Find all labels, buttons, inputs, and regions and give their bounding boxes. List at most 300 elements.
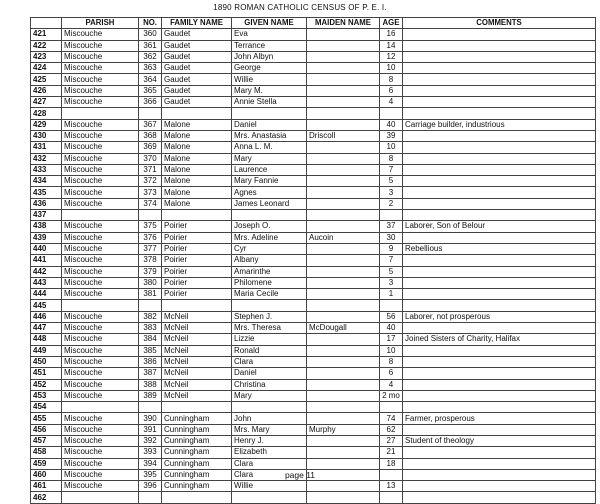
age-cell: 7 bbox=[380, 255, 403, 266]
comments-cell bbox=[403, 130, 596, 141]
row-number-cell: 448 bbox=[31, 334, 62, 345]
no-cell: 394 bbox=[139, 458, 162, 469]
parish-cell: Miscouche bbox=[62, 153, 139, 164]
table-row bbox=[31, 74, 596, 85]
no-cell: 360 bbox=[139, 29, 162, 40]
table-row bbox=[31, 458, 596, 469]
age-cell: 40 bbox=[380, 119, 403, 130]
table-row bbox=[31, 187, 596, 198]
row-number-cell: 449 bbox=[31, 345, 62, 356]
given-name-cell: Mary bbox=[232, 390, 307, 401]
no-cell: 395 bbox=[139, 469, 162, 480]
age-cell bbox=[380, 492, 403, 503]
maiden-name-cell bbox=[307, 447, 380, 458]
maiden-name-cell bbox=[307, 74, 380, 85]
given-name-cell: Maria Cecile bbox=[232, 289, 307, 300]
age-cell: 4 bbox=[380, 379, 403, 390]
row-number-cell: 444 bbox=[31, 289, 62, 300]
table-row bbox=[31, 345, 596, 356]
comments-cell bbox=[403, 164, 596, 175]
row-number-cell: 436 bbox=[31, 198, 62, 209]
table-row bbox=[31, 368, 596, 379]
given-name-cell: Philomene bbox=[232, 277, 307, 288]
row-number-cell: 424 bbox=[31, 63, 62, 74]
table-row bbox=[31, 390, 596, 401]
parish-cell: Miscouche bbox=[62, 243, 139, 254]
given-name-cell: James Leonard bbox=[232, 198, 307, 209]
no-cell: 366 bbox=[139, 97, 162, 108]
page-title: 1890 ROMAN CATHOLIC CENSUS OF P. E. I. bbox=[213, 3, 387, 12]
maiden-name-cell bbox=[307, 221, 380, 232]
family-name-cell: Poirier bbox=[162, 221, 232, 232]
maiden-name-cell: Aucoin bbox=[307, 232, 380, 243]
family-name-cell: McNeil bbox=[162, 311, 232, 322]
given-name-cell: Mrs. Theresa bbox=[232, 323, 307, 334]
column-header-no: NO. bbox=[139, 18, 162, 29]
parish-cell: Miscouche bbox=[62, 390, 139, 401]
row-number-cell: 442 bbox=[31, 266, 62, 277]
column-header-age: AGE bbox=[380, 18, 403, 29]
age-cell: 39 bbox=[380, 130, 403, 141]
age-cell: 18 bbox=[380, 458, 403, 469]
no-cell: 383 bbox=[139, 323, 162, 334]
no-cell: 373 bbox=[139, 187, 162, 198]
parish-cell: Miscouche bbox=[62, 198, 139, 209]
family-name-cell: Cunningham bbox=[162, 435, 232, 446]
parish-cell bbox=[62, 210, 139, 221]
comments-cell bbox=[403, 108, 596, 119]
family-name-cell: Poirier bbox=[162, 277, 232, 288]
given-name-cell: Amarinthe bbox=[232, 266, 307, 277]
comments-cell bbox=[403, 210, 596, 221]
given-name-cell: Christina bbox=[232, 379, 307, 390]
parish-cell: Miscouche bbox=[62, 51, 139, 62]
table-row bbox=[31, 51, 596, 62]
family-name-cell: McNeil bbox=[162, 323, 232, 334]
comments-cell bbox=[403, 379, 596, 390]
parish-cell: Miscouche bbox=[62, 379, 139, 390]
comments-cell bbox=[403, 356, 596, 367]
parish-cell: Miscouche bbox=[62, 356, 139, 367]
parish-cell: Miscouche bbox=[62, 119, 139, 130]
row-number-cell: 430 bbox=[31, 130, 62, 141]
no-cell: 379 bbox=[139, 266, 162, 277]
row-number-cell: 443 bbox=[31, 277, 62, 288]
family-name-cell: McNeil bbox=[162, 356, 232, 367]
maiden-name-cell bbox=[307, 85, 380, 96]
given-name-cell bbox=[232, 402, 307, 413]
age-cell: 56 bbox=[380, 311, 403, 322]
comments-cell bbox=[403, 424, 596, 435]
no-cell: 375 bbox=[139, 221, 162, 232]
maiden-name-cell bbox=[307, 345, 380, 356]
maiden-name-cell bbox=[307, 255, 380, 266]
age-cell: 12 bbox=[380, 51, 403, 62]
family-name-cell: Cunningham bbox=[162, 424, 232, 435]
row-number-cell: 423 bbox=[31, 51, 62, 62]
family-name-cell: Malone bbox=[162, 176, 232, 187]
row-number-cell: 451 bbox=[31, 368, 62, 379]
family-name-cell bbox=[162, 300, 232, 311]
parish-cell: Miscouche bbox=[62, 40, 139, 51]
given-name-cell: John bbox=[232, 413, 307, 424]
parish-cell: Miscouche bbox=[62, 187, 139, 198]
row-number-cell: 439 bbox=[31, 232, 62, 243]
maiden-name-cell bbox=[307, 164, 380, 175]
parish-cell bbox=[62, 108, 139, 119]
row-number-cell: 459 bbox=[31, 458, 62, 469]
row-number-cell: 454 bbox=[31, 402, 62, 413]
given-name-cell: Willie bbox=[232, 481, 307, 492]
comments-cell bbox=[403, 447, 596, 458]
table-row bbox=[31, 142, 596, 153]
comments-cell bbox=[403, 289, 596, 300]
family-name-cell: Cunningham bbox=[162, 447, 232, 458]
age-cell: 16 bbox=[380, 29, 403, 40]
age-cell: 2 mo bbox=[380, 390, 403, 401]
column-header-maiden-name: MAIDEN NAME bbox=[307, 18, 380, 29]
age-cell: 37 bbox=[380, 221, 403, 232]
age-cell: 14 bbox=[380, 40, 403, 51]
family-name-cell: McNeil bbox=[162, 379, 232, 390]
age-cell: 8 bbox=[380, 153, 403, 164]
comments-cell bbox=[403, 255, 596, 266]
row-number-cell: 441 bbox=[31, 255, 62, 266]
age-cell: 10 bbox=[380, 142, 403, 153]
family-name-cell: Malone bbox=[162, 119, 232, 130]
parish-cell: Miscouche bbox=[62, 424, 139, 435]
given-name-cell bbox=[232, 492, 307, 503]
given-name-cell: George bbox=[232, 63, 307, 74]
row-number-cell: 440 bbox=[31, 243, 62, 254]
table-row bbox=[31, 198, 596, 209]
family-name-cell: McNeil bbox=[162, 334, 232, 345]
parish-cell: Miscouche bbox=[62, 413, 139, 424]
age-cell: 6 bbox=[380, 368, 403, 379]
table-row bbox=[31, 492, 596, 503]
parish-cell: Miscouche bbox=[62, 447, 139, 458]
comments-cell: Rebellious bbox=[403, 243, 596, 254]
no-cell: 392 bbox=[139, 435, 162, 446]
age-cell: 7 bbox=[380, 164, 403, 175]
maiden-name-cell bbox=[307, 29, 380, 40]
parish-cell: Miscouche bbox=[62, 29, 139, 40]
family-name-cell: Poirier bbox=[162, 266, 232, 277]
parish-cell: Miscouche bbox=[62, 97, 139, 108]
given-name-cell: Henry J. bbox=[232, 435, 307, 446]
no-cell: 367 bbox=[139, 119, 162, 130]
parish-cell: Miscouche bbox=[62, 469, 139, 480]
comments-cell bbox=[403, 368, 596, 379]
maiden-name-cell bbox=[307, 119, 380, 130]
row-number-cell: 458 bbox=[31, 447, 62, 458]
no-cell: 380 bbox=[139, 277, 162, 288]
family-name-cell: Cunningham bbox=[162, 481, 232, 492]
maiden-name-cell bbox=[307, 51, 380, 62]
parish-cell: Miscouche bbox=[62, 266, 139, 277]
maiden-name-cell bbox=[307, 153, 380, 164]
family-name-cell: Poirier bbox=[162, 255, 232, 266]
table-row bbox=[31, 176, 596, 187]
maiden-name-cell bbox=[307, 142, 380, 153]
maiden-name-cell bbox=[307, 289, 380, 300]
row-number-cell: 435 bbox=[31, 187, 62, 198]
table-row bbox=[31, 232, 596, 243]
parish-cell: Miscouche bbox=[62, 74, 139, 85]
maiden-name-cell bbox=[307, 390, 380, 401]
no-cell: 389 bbox=[139, 390, 162, 401]
comments-cell bbox=[403, 153, 596, 164]
age-cell: 21 bbox=[380, 447, 403, 458]
comments-cell bbox=[403, 300, 596, 311]
given-name-cell: Terrance bbox=[232, 40, 307, 51]
table-row bbox=[31, 435, 596, 446]
family-name-cell: Poirier bbox=[162, 232, 232, 243]
age-cell: 40 bbox=[380, 323, 403, 334]
column-header-family-name: FAMILY NAME bbox=[162, 18, 232, 29]
table-row bbox=[31, 289, 596, 300]
parish-cell: Miscouche bbox=[62, 142, 139, 153]
comments-cell bbox=[403, 142, 596, 153]
no-cell: 371 bbox=[139, 164, 162, 175]
maiden-name-cell bbox=[307, 266, 380, 277]
family-name-cell: Gaudet bbox=[162, 85, 232, 96]
age-cell: 17 bbox=[380, 334, 403, 345]
age-cell: 27 bbox=[380, 435, 403, 446]
row-number-cell: 446 bbox=[31, 311, 62, 322]
given-name-cell: Albany bbox=[232, 255, 307, 266]
maiden-name-cell bbox=[307, 40, 380, 51]
family-name-cell: Gaudet bbox=[162, 29, 232, 40]
table-row bbox=[31, 130, 596, 141]
parish-cell: Miscouche bbox=[62, 277, 139, 288]
given-name-cell: Ronald bbox=[232, 345, 307, 356]
given-name-cell: Mary Fannie bbox=[232, 176, 307, 187]
row-number-cell: 421 bbox=[31, 29, 62, 40]
row-number-cell: 453 bbox=[31, 390, 62, 401]
row-number-cell: 438 bbox=[31, 221, 62, 232]
given-name-cell: Mrs. Adeline bbox=[232, 232, 307, 243]
maiden-name-cell: McDougall bbox=[307, 323, 380, 334]
row-number-cell: 437 bbox=[31, 210, 62, 221]
parish-cell: Miscouche bbox=[62, 130, 139, 141]
age-cell: 4 bbox=[380, 97, 403, 108]
family-name-cell: McNeil bbox=[162, 345, 232, 356]
parish-cell: Miscouche bbox=[62, 232, 139, 243]
given-name-cell: Mary M. bbox=[232, 85, 307, 96]
age-cell bbox=[380, 300, 403, 311]
table-row bbox=[31, 447, 596, 458]
age-cell: 3 bbox=[380, 277, 403, 288]
table-row bbox=[31, 210, 596, 221]
no-cell: 361 bbox=[139, 40, 162, 51]
no-cell: 388 bbox=[139, 379, 162, 390]
no-cell bbox=[139, 108, 162, 119]
no-cell: 391 bbox=[139, 424, 162, 435]
age-cell: 6 bbox=[380, 85, 403, 96]
no-cell: 365 bbox=[139, 85, 162, 96]
family-name-cell bbox=[162, 402, 232, 413]
row-number-cell: 455 bbox=[31, 413, 62, 424]
maiden-name-cell bbox=[307, 176, 380, 187]
age-cell bbox=[380, 402, 403, 413]
parish-cell: Miscouche bbox=[62, 311, 139, 322]
row-number-cell: 426 bbox=[31, 85, 62, 96]
column-header-parish: PARISH bbox=[62, 18, 139, 29]
row-number-cell: 450 bbox=[31, 356, 62, 367]
row-number-cell: 431 bbox=[31, 142, 62, 153]
comments-cell bbox=[403, 402, 596, 413]
table-row bbox=[31, 311, 596, 322]
no-cell: 396 bbox=[139, 481, 162, 492]
no-cell bbox=[139, 402, 162, 413]
family-name-cell: Gaudet bbox=[162, 74, 232, 85]
given-name-cell bbox=[232, 300, 307, 311]
no-cell: 381 bbox=[139, 289, 162, 300]
given-name-cell bbox=[232, 210, 307, 221]
given-name-cell: Willie bbox=[232, 74, 307, 85]
family-name-cell: Malone bbox=[162, 142, 232, 153]
column-header-given-name: GIVEN NAME bbox=[232, 18, 307, 29]
maiden-name-cell bbox=[307, 334, 380, 345]
maiden-name-cell bbox=[307, 108, 380, 119]
family-name-cell: Malone bbox=[162, 130, 232, 141]
comments-cell: Student of theology bbox=[403, 435, 596, 446]
parish-cell: Miscouche bbox=[62, 481, 139, 492]
row-number-cell: 461 bbox=[31, 481, 62, 492]
row-number-cell: 462 bbox=[31, 492, 62, 503]
age-cell: 30 bbox=[380, 232, 403, 243]
age-cell: 13 bbox=[380, 481, 403, 492]
given-name-cell: Clara bbox=[232, 469, 307, 480]
comments-cell bbox=[403, 187, 596, 198]
no-cell: 364 bbox=[139, 74, 162, 85]
comments-cell bbox=[403, 458, 596, 469]
family-name-cell: Malone bbox=[162, 187, 232, 198]
column-header-row-number bbox=[31, 18, 62, 29]
age-cell: 9 bbox=[380, 243, 403, 254]
maiden-name-cell bbox=[307, 243, 380, 254]
age-cell: 5 bbox=[380, 266, 403, 277]
parish-cell: Miscouche bbox=[62, 345, 139, 356]
no-cell: 377 bbox=[139, 243, 162, 254]
table-row bbox=[31, 300, 596, 311]
parish-cell: Miscouche bbox=[62, 458, 139, 469]
age-cell bbox=[380, 108, 403, 119]
given-name-cell: Cyr bbox=[232, 243, 307, 254]
no-cell: 385 bbox=[139, 345, 162, 356]
given-name-cell: Stephen J. bbox=[232, 311, 307, 322]
comments-cell bbox=[403, 198, 596, 209]
family-name-cell: Poirier bbox=[162, 243, 232, 254]
table-row bbox=[31, 29, 596, 40]
no-cell: 386 bbox=[139, 356, 162, 367]
header-row bbox=[31, 18, 596, 29]
no-cell bbox=[139, 300, 162, 311]
maiden-name-cell bbox=[307, 492, 380, 503]
table-row bbox=[31, 255, 596, 266]
comments-cell bbox=[403, 492, 596, 503]
family-name-cell bbox=[162, 108, 232, 119]
given-name-cell: Daniel bbox=[232, 119, 307, 130]
maiden-name-cell bbox=[307, 187, 380, 198]
maiden-name-cell bbox=[307, 97, 380, 108]
given-name-cell: Mrs. Mary bbox=[232, 424, 307, 435]
census-table bbox=[30, 17, 596, 504]
row-number-cell: 432 bbox=[31, 153, 62, 164]
parish-cell bbox=[62, 402, 139, 413]
row-number-cell: 429 bbox=[31, 119, 62, 130]
age-cell: 8 bbox=[380, 74, 403, 85]
no-cell: 382 bbox=[139, 311, 162, 322]
table-row bbox=[31, 266, 596, 277]
column-header-comments: COMMENTS bbox=[403, 18, 596, 29]
comments-cell bbox=[403, 266, 596, 277]
table-row bbox=[31, 413, 596, 424]
comments-cell bbox=[403, 63, 596, 74]
given-name-cell: John Albyn bbox=[232, 51, 307, 62]
table-row bbox=[31, 40, 596, 51]
family-name-cell: Gaudet bbox=[162, 51, 232, 62]
maiden-name-cell: Driscoll bbox=[307, 130, 380, 141]
parish-cell bbox=[62, 492, 139, 503]
page-number: page 11 bbox=[284, 470, 316, 480]
no-cell: 387 bbox=[139, 368, 162, 379]
comments-cell: Laborer, Son of Belour bbox=[403, 221, 596, 232]
family-name-cell: Poirier bbox=[162, 289, 232, 300]
family-name-cell: McNeil bbox=[162, 390, 232, 401]
age-cell: 1 bbox=[380, 289, 403, 300]
family-name-cell: Cunningham bbox=[162, 413, 232, 424]
given-name-cell: Agnes bbox=[232, 187, 307, 198]
table-row bbox=[31, 85, 596, 96]
row-number-cell: 460 bbox=[31, 469, 62, 480]
parish-cell: Miscouche bbox=[62, 368, 139, 379]
age-cell: 74 bbox=[380, 413, 403, 424]
row-number-cell: 422 bbox=[31, 40, 62, 51]
maiden-name-cell bbox=[307, 458, 380, 469]
age-cell: 3 bbox=[380, 187, 403, 198]
age-cell: 8 bbox=[380, 356, 403, 367]
comments-cell bbox=[403, 345, 596, 356]
given-name-cell: Joseph O. bbox=[232, 221, 307, 232]
no-cell: 369 bbox=[139, 142, 162, 153]
comments-cell bbox=[403, 277, 596, 288]
given-name-cell: Clara bbox=[232, 458, 307, 469]
no-cell bbox=[139, 210, 162, 221]
maiden-name-cell bbox=[307, 481, 380, 492]
comments-cell bbox=[403, 51, 596, 62]
no-cell bbox=[139, 492, 162, 503]
given-name-cell bbox=[232, 108, 307, 119]
family-name-cell bbox=[162, 210, 232, 221]
table-row bbox=[31, 63, 596, 74]
maiden-name-cell bbox=[307, 63, 380, 74]
family-name-cell: Malone bbox=[162, 198, 232, 209]
given-name-cell: Elizabeth bbox=[232, 447, 307, 458]
comments-cell: Carriage builder, industrious bbox=[403, 119, 596, 130]
no-cell: 384 bbox=[139, 334, 162, 345]
parish-cell: Miscouche bbox=[62, 323, 139, 334]
table-row bbox=[31, 243, 596, 254]
family-name-cell: Gaudet bbox=[162, 40, 232, 51]
maiden-name-cell bbox=[307, 300, 380, 311]
table-row bbox=[31, 356, 596, 367]
comments-cell: Farmer, prosperous bbox=[403, 413, 596, 424]
parish-cell: Miscouche bbox=[62, 63, 139, 74]
no-cell: 376 bbox=[139, 232, 162, 243]
table-row bbox=[31, 97, 596, 108]
